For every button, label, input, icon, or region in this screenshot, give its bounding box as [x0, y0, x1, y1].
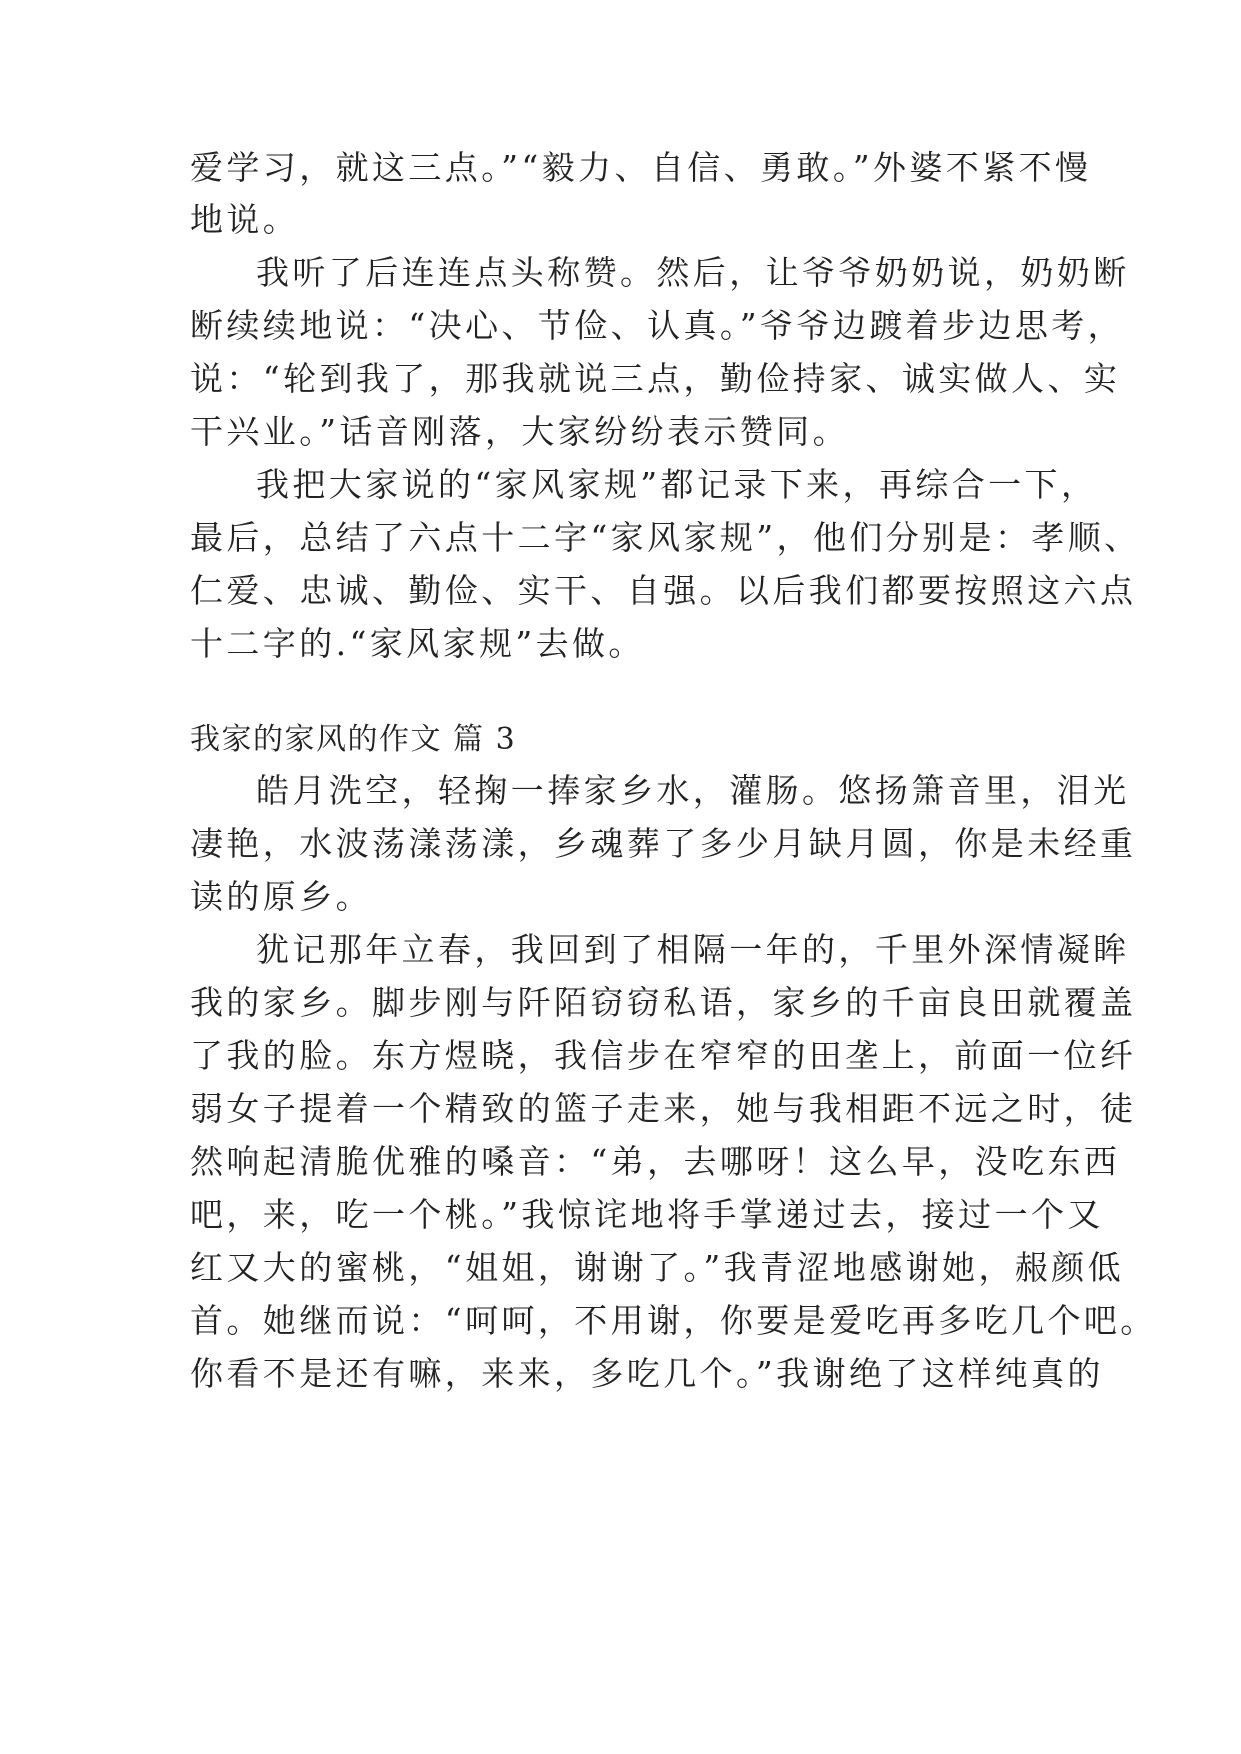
- section-heading: 我家的家风的作文 篇 3: [190, 722, 517, 757]
- text-line: 红又大的蜜桃，“姐姐，谢谢了。”我青涩地感谢她，赧颜低: [190, 1248, 1125, 1287]
- text-line: 犹记那年立春，我回到了相隔一年的，千里外深情凝眸: [256, 930, 1130, 969]
- text-line: 首。她继而说：“呵呵，不用谢，你要是爱吃再多吃几个吧。: [190, 1301, 1157, 1340]
- text-line: 弱女子提着一个精致的篮子走来，她与我相距不远之时，徒: [190, 1089, 1137, 1128]
- text-line: 最后，总结了六点十二字“家风家规”，他们分别是：孝顺、: [190, 518, 1141, 557]
- text-line: 我的家乡。脚步刚与阡陌窃窃私语，家乡的千亩良田就覆盖: [190, 983, 1137, 1022]
- text-line: 皓月洗空，轻掬一捧家乡水，灌肠。悠扬箫音里，泪光: [256, 771, 1130, 810]
- text-line: 说：“轮到我了，那我就说三点，勤俭持家、诚实做人、实: [190, 359, 1121, 398]
- text-line: 吧，来，吃一个桃。”我惊诧地将手掌递过去，接过一个又: [190, 1195, 1104, 1234]
- text-line: 我把大家说的“家风家规”都记录下来，再综合一下，: [256, 465, 1098, 504]
- text-line: 然响起清脆优雅的嗓音：“弟，去哪呀！这么早，没吃东西: [190, 1142, 1121, 1181]
- text-line: 了我的脸。东方煜晓，我信步在窄窄的田垄上，前面一位纤: [190, 1036, 1137, 1075]
- text-line: 凄艳，水波荡漾荡漾，乡魂葬了多少月缺月圆，你是未经重: [190, 824, 1137, 863]
- text-line: 十二字的.“家风家规”去做。: [190, 624, 645, 663]
- text-line: 爱学习，就这三点。”“毅力、自信、勇敢。”外婆不紧不慢: [190, 148, 1092, 187]
- text-line: 仁爱、忠诚、勤俭、实干、自强。以后我们都要按照这六点: [190, 571, 1137, 610]
- text-line: 我听了后连连点头称赞。然后，让爷爷奶奶说，奶奶断: [256, 253, 1130, 292]
- text-line: 你看不是还有嘛，来来，多吃几个。”我谢绝了这样纯真的: [190, 1354, 1104, 1393]
- text-line: 断续续地说：“决心、节俭、认真。”爷爷边踱着步边思考，: [190, 306, 1125, 345]
- text-line: 地说。: [190, 200, 300, 239]
- text-line: 读的原乡。: [190, 877, 372, 916]
- text-line: 干兴业。”话音刚落，大家纷纷表示赞同。: [190, 412, 849, 451]
